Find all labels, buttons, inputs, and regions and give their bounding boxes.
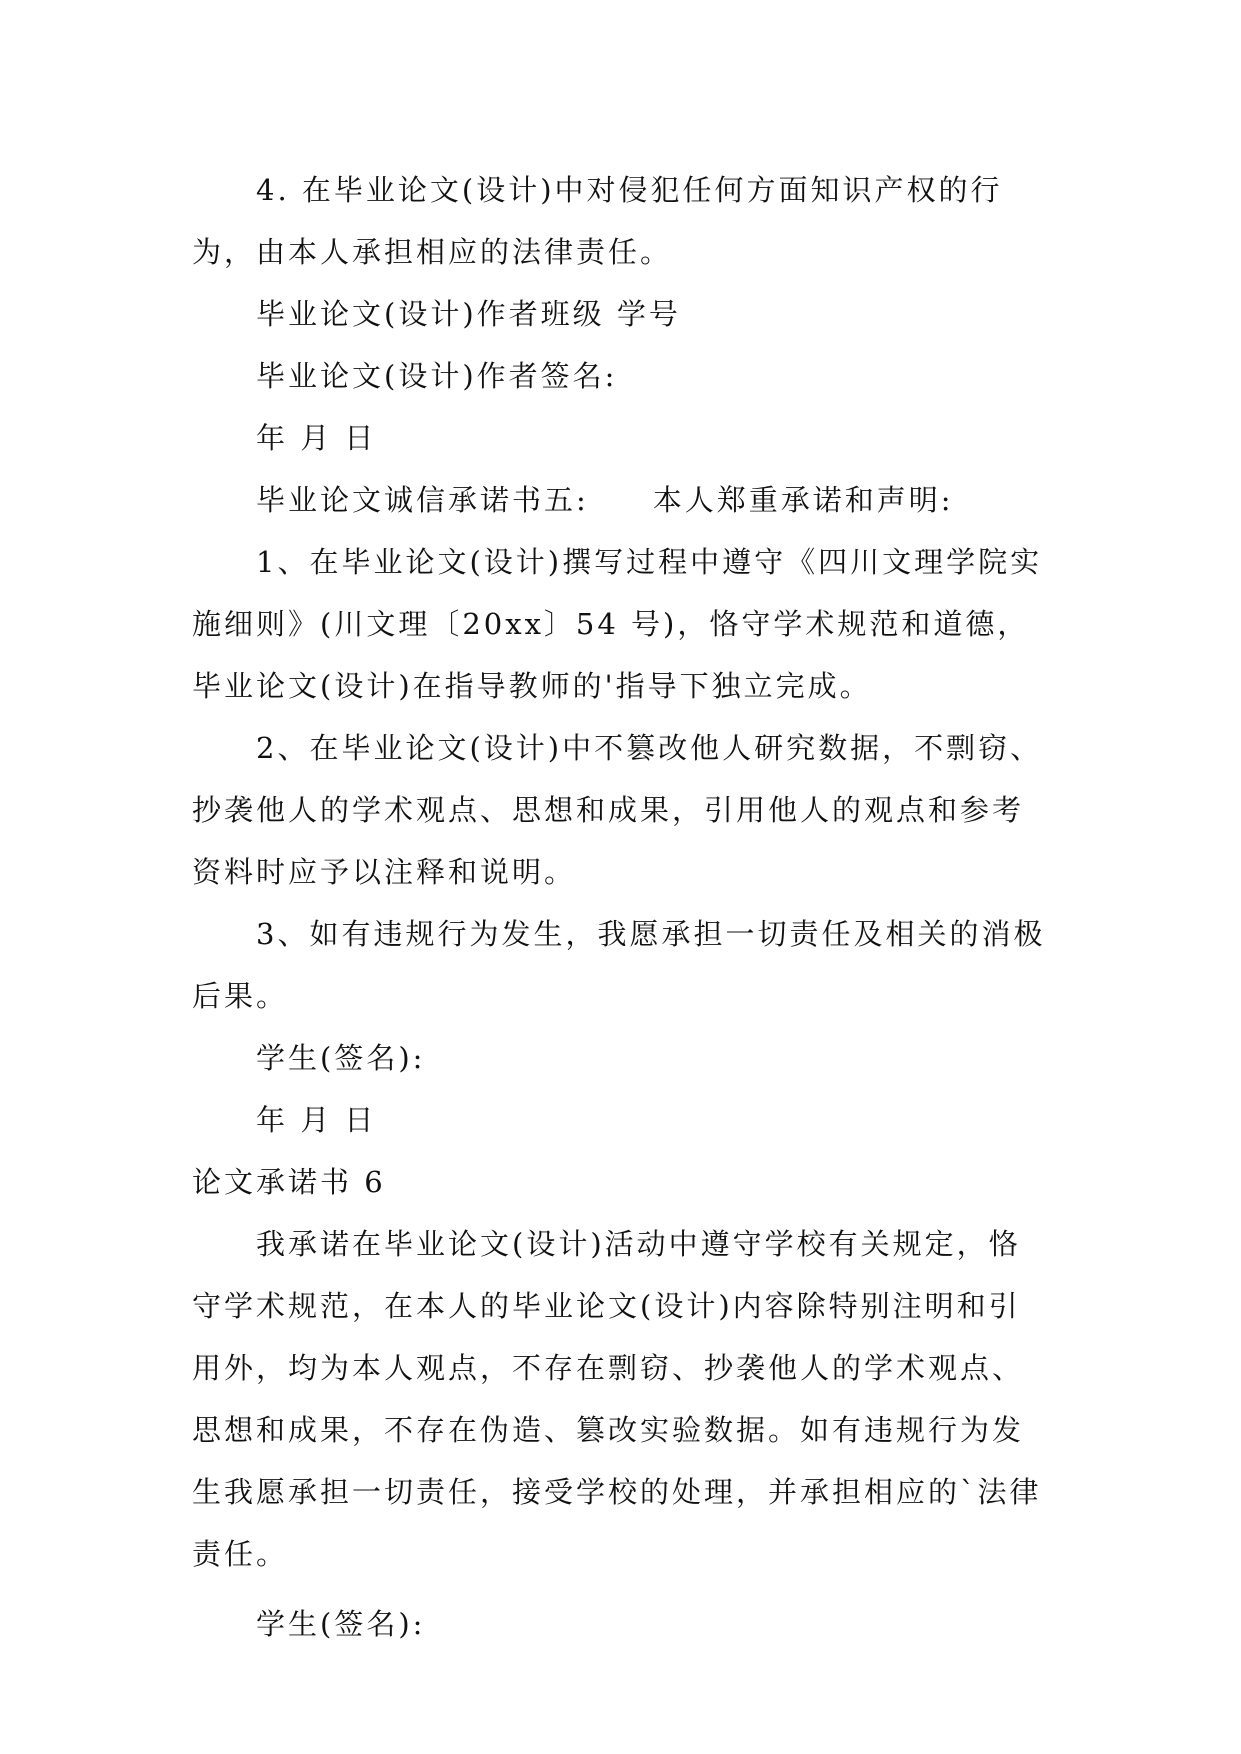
paragraph-item-1: 1、在毕业论文(设计)撰写过程中遵守《四川文理学院实施细则》(川文理〔20xx〕54 号)，恪守学术规范和道德，毕业论文(设计)在指导教师的'指导下独立完成。 <box>192 545 1043 703</box>
paragraph-item-2: 2、在毕业论文(设计)中不篡改他人研究数据，不剽窃、抄袭他人的学术观点、思想和成果，引用他人的观点和参考资料时应予以注释和说明。 <box>192 731 1043 889</box>
author-class-line: 毕业论文(设计)作者班级 学号 <box>256 297 681 331</box>
student-signature-line: 学生(签名): <box>256 1607 426 1641</box>
document-body <box>192 159 1052 1655</box>
student-signature-line: 学生(签名): <box>256 1041 426 1075</box>
author-signature-line: 毕业论文(设计)作者签名: <box>256 359 618 393</box>
date-line: 年 月 日 <box>256 421 377 455</box>
paragraph-clause-4: 4. 在毕业论文(设计)中对侵犯任何方面知识产权的行为，由本人承担相应的法律责任。 <box>192 173 1003 269</box>
paragraph-item-3: 3、如有违规行为发生，我愿承担一切责任及相关的消极后果。 <box>192 917 1046 1013</box>
commitment-paragraph: 我承诺在毕业论文(设计)活动中遵守学校有关规定，恪守学术规范，在本人的毕业论文(设计)内容除特别注明和引用外，均为本人观点，不存在剽窃、抄袭他人的学术观点、思想和成果，不存在伪造、篡改实验数据。如有违规行为发生我愿承担一切责任，接受学校的处理，并承担相应的`法律责任。 <box>192 1227 1042 1571</box>
section-five-heading: 毕业论文诚信承诺书五: 本人郑重承诺和声明: <box>256 483 954 517</box>
date-line: 年 月 日 <box>256 1103 377 1137</box>
section-title: 论文承诺书 6 <box>192 1165 386 1199</box>
